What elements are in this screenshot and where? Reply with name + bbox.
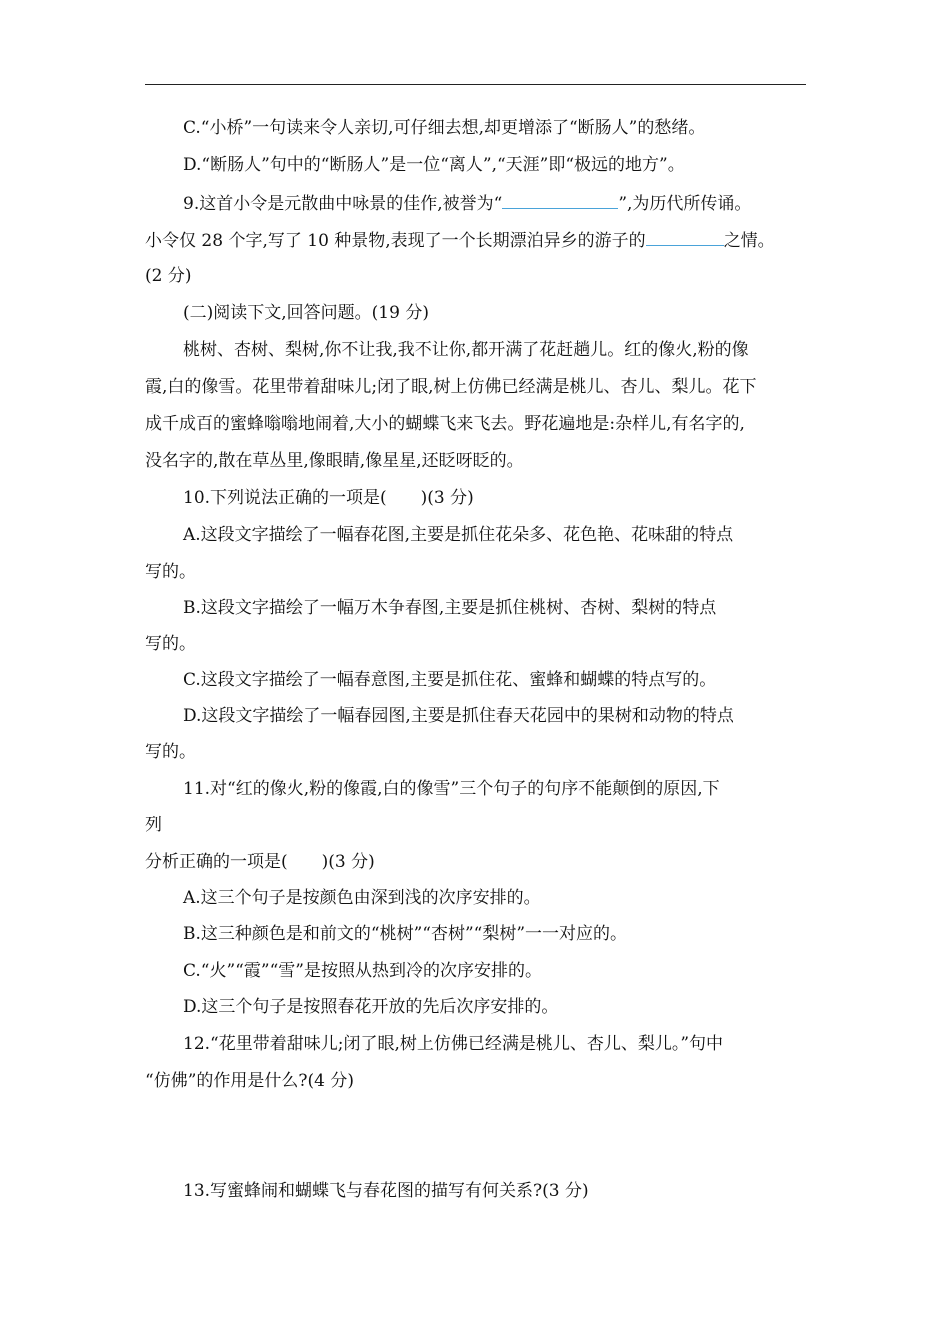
q11-stem-line-3: 分析正确的一项是( )(3 分) xyxy=(145,852,375,872)
q10-option-d-line-2: 写的。 xyxy=(145,742,196,762)
q10-option-c: C.这段文字描绘了一幅春意图,主要是抓住花、蜜蜂和蝴蝶的特点写的。 xyxy=(183,670,717,690)
q9-line-1 xyxy=(183,190,751,216)
q9-text-a: 9.这首小令是元散曲中咏景的佳作,被誉为“ xyxy=(183,194,503,214)
q9-score: (2 分) xyxy=(145,266,192,286)
q9-answer-blank-2[interactable] xyxy=(646,227,724,246)
q12-stem-line-1: 12.“花里带着甜味儿;闭了眼,树上仿佛已经满是桃儿、杏儿、梨儿。”句中 xyxy=(183,1034,724,1054)
q9-text-c: 小令仅 28 个字,写了 10 种景物,表现了一个长期漂泊异乡的游子的 xyxy=(145,231,646,251)
q9-line-2 xyxy=(145,227,775,253)
q13-stem: 13.写蜜蜂闹和蝴蝶飞与春花图的描写有何关系?(3 分) xyxy=(183,1181,589,1201)
q9-text-b: ”,为历代所传诵。 xyxy=(618,194,752,214)
q11-option-b: B.这三种颜色是和前文的“桃树”“杏树”“梨树”一一对应的。 xyxy=(183,924,628,944)
q11-option-a: A.这三个句子是按颜色由深到浅的次序安排的。 xyxy=(183,888,541,908)
q8-option-d: D.“断肠人”句中的“断肠人”是一位“离人”,“天涯”即“极远的地方”。 xyxy=(183,155,685,175)
passage-line-1: 桃树、杏树、梨树,你不让我,我不让你,都开满了花赶趟儿。红的像火,粉的像 xyxy=(183,340,749,360)
q10-option-a-line-2: 写的。 xyxy=(145,562,196,582)
q10-stem: 10.下列说法正确的一项是( )(3 分) xyxy=(183,488,474,508)
header-rule xyxy=(145,84,806,85)
q12-stem-line-2: “仿佛”的作用是什么?(4 分) xyxy=(145,1071,354,1091)
q8-option-c: C.“小桥”一句读来令人亲切,可仔细去想,却更增添了“断肠人”的愁绪。 xyxy=(183,118,706,138)
q11-stem-line-2: 列 xyxy=(145,815,162,835)
q11-stem-line-1: 11.对“红的像火,粉的像霞,白的像雪”三个句子的句序不能颠倒的原因,下 xyxy=(183,779,720,799)
q11-option-c: C.“火”“霞”“雪”是按照从热到冷的次序安排的。 xyxy=(183,961,542,981)
q9-text-d: 之情。 xyxy=(723,231,775,251)
q11-option-d: D.这三个句子是按照春花开放的先后次序安排的。 xyxy=(183,997,559,1017)
passage-line-2: 霞,白的像雪。花里带着甜味儿;闭了眼,树上仿佛已经满是桃儿、杏儿、梨儿。花下 xyxy=(145,377,757,397)
passage-line-4: 没名字的,散在草丛里,像眼睛,像星星,还眨呀眨的。 xyxy=(145,451,524,471)
q10-option-b-line-1: B.这段文字描绘了一幅万木争春图,主要是抓住桃树、杏树、梨树的特点 xyxy=(183,598,717,618)
q10-option-a-line-1: A.这段文字描绘了一幅春花图,主要是抓住花朵多、花色艳、花味甜的特点 xyxy=(183,525,734,545)
q10-option-b-line-2: 写的。 xyxy=(145,634,196,654)
passage-line-3: 成千成百的蜜蜂嗡嗡地闹着,大小的蝴蝶飞来飞去。野花遍地是:杂样儿,有名字的, xyxy=(145,414,745,434)
section-2-heading: (二)阅读下文,回答问题。(19 分) xyxy=(183,303,429,323)
q10-option-d-line-1: D.这段文字描绘了一幅春园图,主要是抓住春天花园中的果树和动物的特点 xyxy=(183,706,734,726)
q9-answer-blank-1[interactable] xyxy=(502,190,618,209)
